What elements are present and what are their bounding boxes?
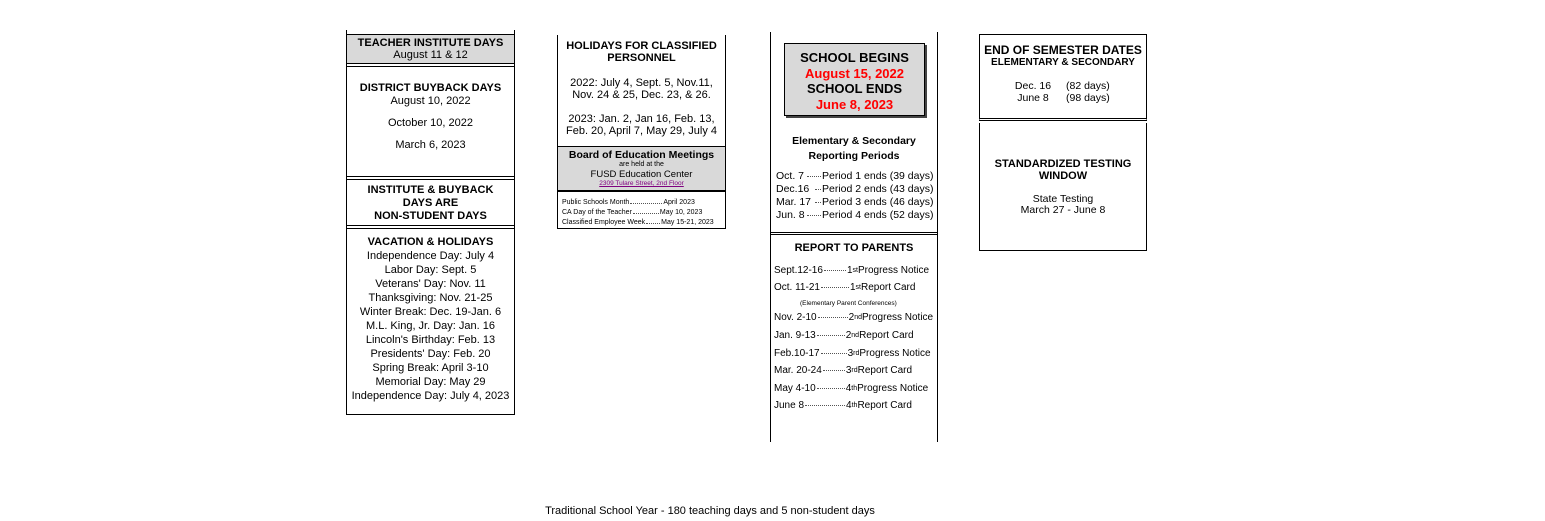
non-student-line: NON-STUDENT DAYS [374,210,487,222]
school-begins-label: SCHOOL BEGINS [800,50,909,65]
report-ordinal: st [855,284,861,291]
report-number: 3 [845,365,852,376]
board-place: FUSD Education Center [590,169,693,180]
board-meetings-box [557,146,726,192]
report-row [774,348,931,359]
period-text: Period 4 ends (52 days) [822,209,934,221]
semester-days: (98 days) [1066,92,1110,104]
school-ends-date: June 8, 2023 [815,96,894,112]
buyback-title: DISTRICT BUYBACK DAYS [359,82,502,94]
vacation-item: Presidents' Day: Feb. 20 [370,348,491,360]
dot-leader [815,189,821,190]
holidays-2022: 2022: July 4, Sept. 5, Nov.11, [570,77,713,89]
dot-leader [633,213,659,214]
vacation-item: Winter Break: Dec. 19-Jan. 6 [359,306,502,318]
teacher-institute-box [346,34,515,64]
report-text: Progress Notice [857,383,929,394]
dot-leader [646,223,660,224]
report-text: Report Card [857,400,912,411]
vacation-item: Independence Day: July 4, 2023 [351,390,510,402]
period-row [776,170,936,183]
report-number: 2 [845,330,852,341]
period-date: Jun. 8 [776,209,805,221]
report-row [774,383,928,394]
report-row [774,330,914,341]
conference-note: (Elementary Parent Conferences) [800,300,897,307]
dot-leader [630,203,662,204]
dot-leader [807,215,821,216]
semester-title-line: ELEMENTARY & SECONDARY [991,57,1135,68]
vacation-title: VACATION & HOLIDAYS [367,236,494,248]
vacation-item: Memorial Day: May 29 [375,376,486,388]
report-text: Report Card [857,365,913,376]
report-text: Report Card [859,330,914,341]
dot-leader [817,388,845,389]
report-number: 4 [845,383,852,394]
testing-title-line: STANDARDIZED TESTING [994,158,1132,170]
testing-range: March 27 - June 8 [1020,204,1106,216]
dot-leader [807,176,821,177]
teacher-institute-date: August 11 & 12 [393,49,468,61]
report-date: June 8 [774,400,805,411]
report-ordinal: th [851,385,858,392]
dot-leader [821,353,847,354]
dot-leader [824,270,846,271]
period-text: Period 2 ends (43 days) [822,183,934,195]
dot-leader [821,287,849,288]
classified-title: HOLIDAYS FOR CLASSIFIED [566,40,717,52]
divider [346,176,515,180]
vacation-item: Labor Day: Sept. 5 [384,264,477,276]
semester-title-line: END OF SEMESTER DATES [984,43,1142,57]
divider [346,225,515,229]
vacation-list [346,249,515,403]
dot-leader [805,405,845,406]
report-ordinal: rd [853,350,860,357]
dot-leader [817,335,845,336]
report-number: 2 [848,312,855,323]
report-ordinal: st [852,267,858,274]
report-date: Nov. 2-10 [774,312,817,323]
observance-date: April 2023 [663,199,695,206]
classified-title: PERSONNEL [607,52,676,64]
dot-leader [815,202,821,203]
testing-section [979,158,1147,216]
reporting-periods-title [770,134,938,164]
school-dates-box [784,43,925,116]
non-student-note [346,184,515,223]
report-text: Progress Notice [859,348,931,359]
period-date: Mar. 17 [776,196,812,208]
dot-leader [823,370,845,371]
report-number: 1 [849,282,856,293]
buyback-date: October 10, 2022 [387,117,473,129]
school-begins-date: August 15, 2022 [805,65,904,81]
period-date: Oct. 7 [776,170,805,182]
vacation-item: Lincoln's Birthday: Feb. 13 [365,334,496,346]
observance-date: May 15-21, 2023 [661,219,714,226]
report-text: Progress Notice [857,265,930,276]
vacation-holidays-section [346,235,515,403]
report-row [774,282,915,293]
report-date: Feb.10-17 [774,348,820,359]
report-ordinal: nd [851,332,860,339]
period-row [776,196,936,209]
report-number: 4 [846,400,852,411]
vacation-item: Independence Day: July 4 [366,250,495,262]
observances-list [562,198,724,228]
observance-row [562,198,724,208]
buyback-date: August 10, 2022 [390,95,471,107]
semester-date: Dec. 16 [1014,80,1052,92]
period-row [776,183,936,196]
testing-title-line: WINDOW [1038,170,1088,182]
testing-label: State Testing [1032,193,1094,205]
periods-title-line: Elementary & Secondary [792,135,916,147]
footer-note: Traditional School Year - 180 teaching days and 5 non-student days [545,505,875,517]
dot-leader [818,317,848,318]
report-row [774,312,933,323]
observance-name: Public Schools Month [562,199,630,206]
school-ends-label: SCHOOL ENDS [806,81,903,96]
report-row [774,265,929,276]
holidays-2023: Feb. 20, April 7, May 29, July 4 [565,125,718,137]
observance-name: CA Day of the Teacher [562,209,632,216]
observance-name: Classified Employee Week [562,219,646,226]
divider [346,66,515,68]
report-row [774,365,912,376]
divider [770,232,938,235]
observance-row [562,218,724,228]
period-text: Period 1 ends (39 days) [822,170,934,182]
buyback-date: March 6, 2023 [395,139,466,151]
vacation-item: Spring Break: April 3-10 [372,362,489,374]
semester-title [979,43,1147,69]
vacation-item: Thanksgiving: Nov. 21-25 [368,292,493,304]
report-row [774,400,912,411]
board-title: Board of Education Meetings [568,149,715,161]
semester-days: (82 days) [1066,80,1110,92]
report-to-parents-title: REPORT TO PARENTS [794,242,914,254]
semester-row [1010,80,1130,92]
report-ordinal: nd [854,314,862,321]
classified-holidays-section [557,40,726,137]
board-address-link[interactable]: 2309 Tulare Street, 2nd Floor [599,180,684,187]
report-date: Mar. 20-24 [774,365,822,376]
report-date: Jan. 9-13 [774,330,816,341]
report-number: 3 [847,348,854,359]
holidays-2023: 2023: Jan. 2, Jan 16, Feb. 13, [568,113,715,125]
non-student-line: DAYS ARE [402,197,459,209]
semester-row [1010,92,1130,104]
report-text: Report Card [860,282,916,293]
period-date: Dec.16 [776,183,810,195]
report-date: May 4-10 [774,383,816,394]
report-date: Sept.12-16 [774,265,823,276]
report-number: 1 [846,265,853,276]
observance-row [562,208,724,218]
report-text: Progress Notice [861,312,934,323]
buyback-section [346,82,515,151]
report-ordinal: rd [851,367,858,374]
vacation-item: M.L. King, Jr. Day: Jan. 16 [365,320,495,332]
observance-date: May 10, 2023 [659,209,703,216]
reporting-periods-list [776,170,936,222]
holidays-2022: Nov. 24 & 25, Dec. 23, & 26. [572,89,711,101]
semester-dates-list [1010,80,1130,104]
semester-date: June 8 [1017,92,1049,104]
board-held: are held at the [619,161,664,168]
period-row [776,209,936,222]
vacation-item: Veterans' Day: Nov. 11 [375,278,486,290]
teacher-institute-title: TEACHER INSTITUTE DAYS [357,37,504,49]
non-student-line: INSTITUTE & BUYBACK [367,184,494,196]
report-ordinal: th [851,402,858,409]
periods-title-line: Reporting Periods [808,150,900,162]
period-text: Period 3 ends (46 days) [822,196,934,208]
report-date: Oct. 11-21 [774,282,820,293]
